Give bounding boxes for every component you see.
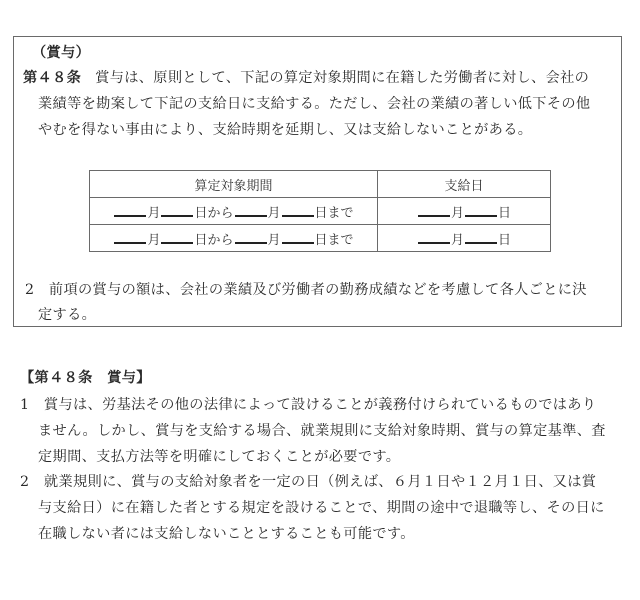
commentary-item-1-line-1: 1 賞与は、労基法その他の法律によって設けることが義務付けられているものではあり [20, 397, 597, 413]
article-paragraph-1-line-3: やむを得ない事由により、支給時期を延期し、又は支給しないことがある。 [38, 122, 533, 138]
text: 日まで [314, 205, 354, 221]
text: 月 [147, 205, 161, 221]
article-paragraph-2-line-1: 2 前項の賞与の額は、会社の業績及び労働者の勤務成績などを考慮して各人ごとに決 [25, 282, 587, 298]
period-cell [90, 198, 378, 225]
text: 月 [147, 232, 161, 248]
bonus-schedule-table [89, 170, 551, 252]
text: 日から [194, 205, 234, 221]
commentary-item-1-line-2: ません。しかし、賞与を支給する場合、就業規則に支給対象時期、賞与の算定基準、査 [38, 423, 606, 439]
blank-field[interactable] [114, 230, 146, 244]
blank-field[interactable] [235, 203, 267, 217]
commentary-item-1-line-3: 定期間、支払方法等を明確にしておくことが必要です。 [38, 449, 401, 465]
article-number: 第４８条 [23, 70, 82, 86]
article-caption: （賞与） [32, 45, 91, 61]
text: 月 [450, 205, 464, 221]
commentary-heading: 【第４８条 賞与】 [20, 370, 151, 386]
text: 月 [267, 205, 281, 221]
pay-date-cell [378, 198, 551, 225]
text: 賞与は、原則として、下記の算定対象期間に在籍した労働者に対し、会社の [95, 70, 590, 86]
article-paragraph-1-line-1 [23, 69, 589, 87]
text: 日 [498, 232, 512, 248]
commentary-item-2-line-1: 2 就業規則に、賞与の支給対象者を一定の日（例えば、６月１日や１２月１日、又は賞 [20, 474, 597, 490]
commentary-item-2-line-3: 在職しない者には支給しないこととすることも可能です。 [38, 526, 415, 542]
blank-field[interactable] [282, 203, 314, 217]
article-paragraph-2-line-2: 定する。 [38, 307, 97, 323]
blank-field[interactable] [161, 230, 193, 244]
text: 日 [498, 205, 512, 221]
period-cell [90, 225, 378, 252]
blank-field[interactable] [465, 230, 497, 244]
text: 日から [194, 232, 234, 248]
commentary-item-2-line-2: 与支給日）に在籍した者とする規定を設けることで、期間の途中で退職等し、その日に [38, 500, 605, 516]
blank-field[interactable] [114, 203, 146, 217]
text: 日まで [314, 232, 354, 248]
table-header-row [90, 171, 551, 198]
article-paragraph-1-line-2: 業績等を勘案して下記の支給日に支給する。ただし、会社の業績の著しい低下その他 [38, 96, 591, 112]
pay-date-cell [378, 225, 551, 252]
blank-field[interactable] [465, 203, 497, 217]
table-row [90, 198, 551, 225]
text: 月 [450, 232, 464, 248]
blank-field[interactable] [418, 230, 450, 244]
blank-field[interactable] [161, 203, 193, 217]
text: 月 [267, 232, 281, 248]
header-pay-date: 支給日 [378, 171, 551, 198]
blank-field[interactable] [418, 203, 450, 217]
header-calculation-period: 算定対象期間 [90, 171, 378, 198]
table-row [90, 225, 551, 252]
blank-field[interactable] [282, 230, 314, 244]
blank-field[interactable] [235, 230, 267, 244]
